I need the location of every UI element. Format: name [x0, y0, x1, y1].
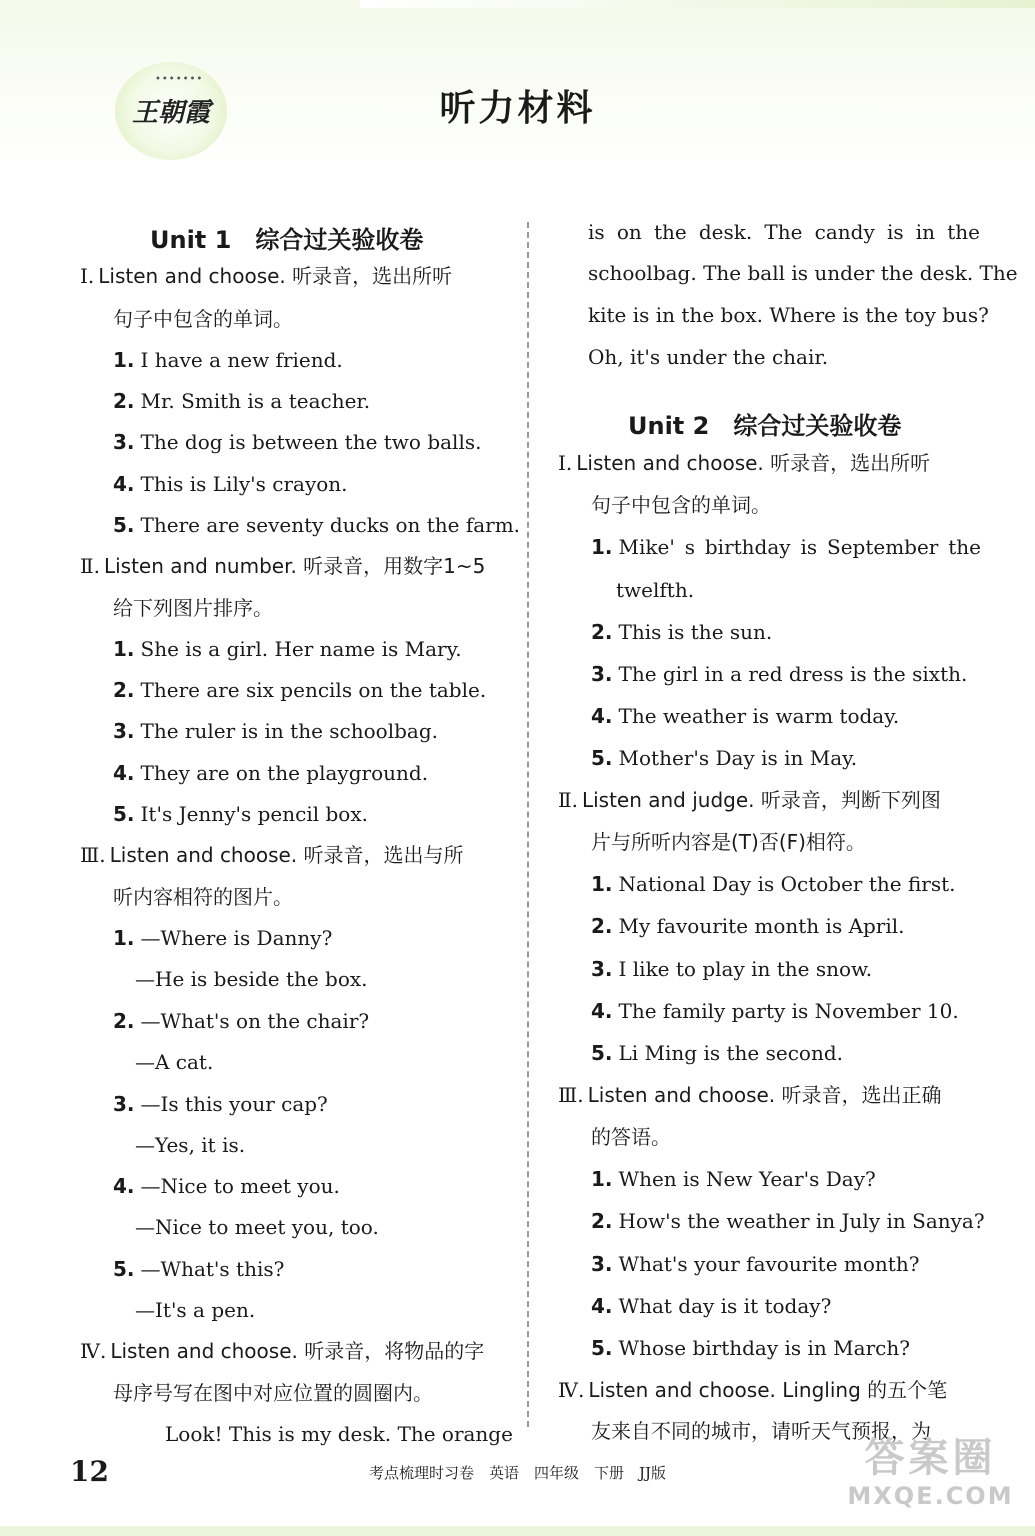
- list-item: 1. I have a new friend.: [113, 348, 343, 372]
- unit1-title: Unit 1 综合过关验收卷: [150, 226, 424, 254]
- passage-line: kite is in the box. Where is the toy bus?: [588, 303, 989, 327]
- dialog-question: 5. —What's this?: [113, 1257, 285, 1281]
- column-divider: [527, 222, 529, 1427]
- list-item: 1. When is New Year's Day?: [591, 1167, 876, 1191]
- unit1-section-4-heading-cont: 母序号写在图中对应位置的圆圈内。: [113, 1381, 433, 1405]
- unit1-section-2-heading: Ⅱ. Listen and number. 听录音，用数字1~5: [80, 554, 486, 578]
- passage-line: schoolbag. The ball is under the desk. The: [588, 261, 1018, 285]
- unit2-title: Unit 2 综合过关验收卷: [628, 412, 902, 440]
- list-item-cont: twelfth.: [616, 578, 695, 602]
- unit2-section-4-heading: Ⅳ. Listen and choose. Lingling 的五个笔: [558, 1378, 948, 1402]
- footer-band: [0, 1526, 1035, 1536]
- list-item: 2. Mr. Smith is a teacher.: [113, 389, 371, 413]
- dialog-question: 2. —What's on the chair?: [113, 1009, 370, 1033]
- unit1-section-3-heading-cont: 听内容相符的图片。: [113, 885, 293, 909]
- unit2-section-3-heading: Ⅲ. Listen and choose. 听录音，选出正确: [558, 1083, 942, 1107]
- page-title: 听力材料: [439, 88, 596, 129]
- list-item: 5. It's Jenny's pencil box.: [113, 802, 368, 826]
- logo-text: 王朝霞: [131, 98, 210, 128]
- unit2-section-2-heading-cont: 片与所听内容是(T)否(F)相符。: [591, 830, 866, 854]
- list-item: 4. They are on the playground.: [113, 761, 429, 785]
- dialog-question: 1. —Where is Danny?: [113, 926, 333, 950]
- dialog-answer: —Yes, it is.: [135, 1133, 246, 1157]
- unit2-section-4-heading-cont: 友来自不同的城市，请听天气预报，为: [591, 1419, 931, 1443]
- list-item: 2. This is the sun.: [591, 620, 773, 644]
- passage-line: is on the desk. The candy is in the: [588, 220, 980, 244]
- list-item: 1. She is a girl. Her name is Mary.: [113, 637, 462, 661]
- unit2-section-1-heading-cont: 句子中包含的单词。: [591, 493, 771, 517]
- list-item: 4. What day is it today?: [591, 1294, 832, 1318]
- dialog-answer: —He is beside the box.: [135, 967, 368, 991]
- list-item: 4. The weather is warm today.: [591, 704, 900, 728]
- list-item: 1. Mike' s birthday is September the: [591, 535, 981, 559]
- list-item: 5. Li Ming is the second.: [591, 1041, 843, 1065]
- list-item: 4. The family party is November 10.: [591, 999, 959, 1023]
- list-item: 2. There are six pencils on the table.: [113, 678, 487, 702]
- dialog-answer: —A cat.: [135, 1050, 214, 1074]
- list-item: 3. The ruler is in the schoolbag.: [113, 719, 438, 743]
- list-item: 3. I like to play in the snow.: [591, 957, 873, 981]
- unit1-section-3-heading: Ⅲ. Listen and choose. 听录音，选出与所: [80, 843, 464, 867]
- dialog-question: 4. —Nice to meet you.: [113, 1174, 340, 1198]
- watermark: [838, 1435, 1023, 1525]
- passage-line: Oh, it's under the chair.: [588, 345, 829, 369]
- unit2-section-2-heading: Ⅱ. Listen and judge. 听录音，判断下列图: [558, 788, 941, 812]
- passage-line: Look! This is my desk. The orange: [165, 1422, 513, 1446]
- list-item: 3. The dog is between the two balls.: [113, 430, 482, 454]
- list-item: 5. There are seventy ducks on the farm.: [113, 513, 521, 537]
- footer-text: 考点梳理时习卷 英语 四年级 下册 JJ版: [368, 1464, 667, 1482]
- list-item: 3. What's your favourite month?: [591, 1252, 920, 1276]
- unit2-section-1-heading: Ⅰ. Listen and choose. 听录音，选出所听: [558, 451, 931, 475]
- page-number: 12: [70, 1455, 109, 1488]
- dialog-answer: —Nice to meet you, too.: [135, 1215, 379, 1239]
- list-item: 1. National Day is October the first.: [591, 872, 956, 896]
- watermark-top: 答案圈: [864, 1435, 997, 1481]
- unit1-section-1-heading: Ⅰ. Listen and choose. 听录音，选出所听: [80, 264, 453, 288]
- list-item: 4. This is Lily's crayon.: [113, 472, 348, 496]
- unit1-section-1-heading-cont: 句子中包含的单词。: [113, 307, 293, 331]
- dialog-answer: —It's a pen.: [135, 1298, 256, 1322]
- unit1-section-4-heading: Ⅳ. Listen and choose. 听录音，将物品的字: [80, 1339, 485, 1363]
- list-item: 5. Whose birthday is in March?: [591, 1336, 910, 1360]
- list-item: 2. My favourite month is April.: [591, 914, 905, 938]
- logo-dots: •••••••: [155, 74, 204, 85]
- unit1-section-2-heading-cont: 给下列图片排序。: [113, 596, 273, 620]
- list-item: 2. How's the weather in July in Sanya?: [591, 1209, 985, 1233]
- list-item: 5. Mother's Day is in May.: [591, 746, 858, 770]
- unit2-section-3-heading-cont: 的答语。: [591, 1125, 671, 1149]
- list-item: 3. The girl in a red dress is the sixth.: [591, 662, 968, 686]
- dialog-question: 3. —Is this your cap?: [113, 1092, 328, 1116]
- watermark-bottom: MXQE.COM: [847, 1482, 1014, 1510]
